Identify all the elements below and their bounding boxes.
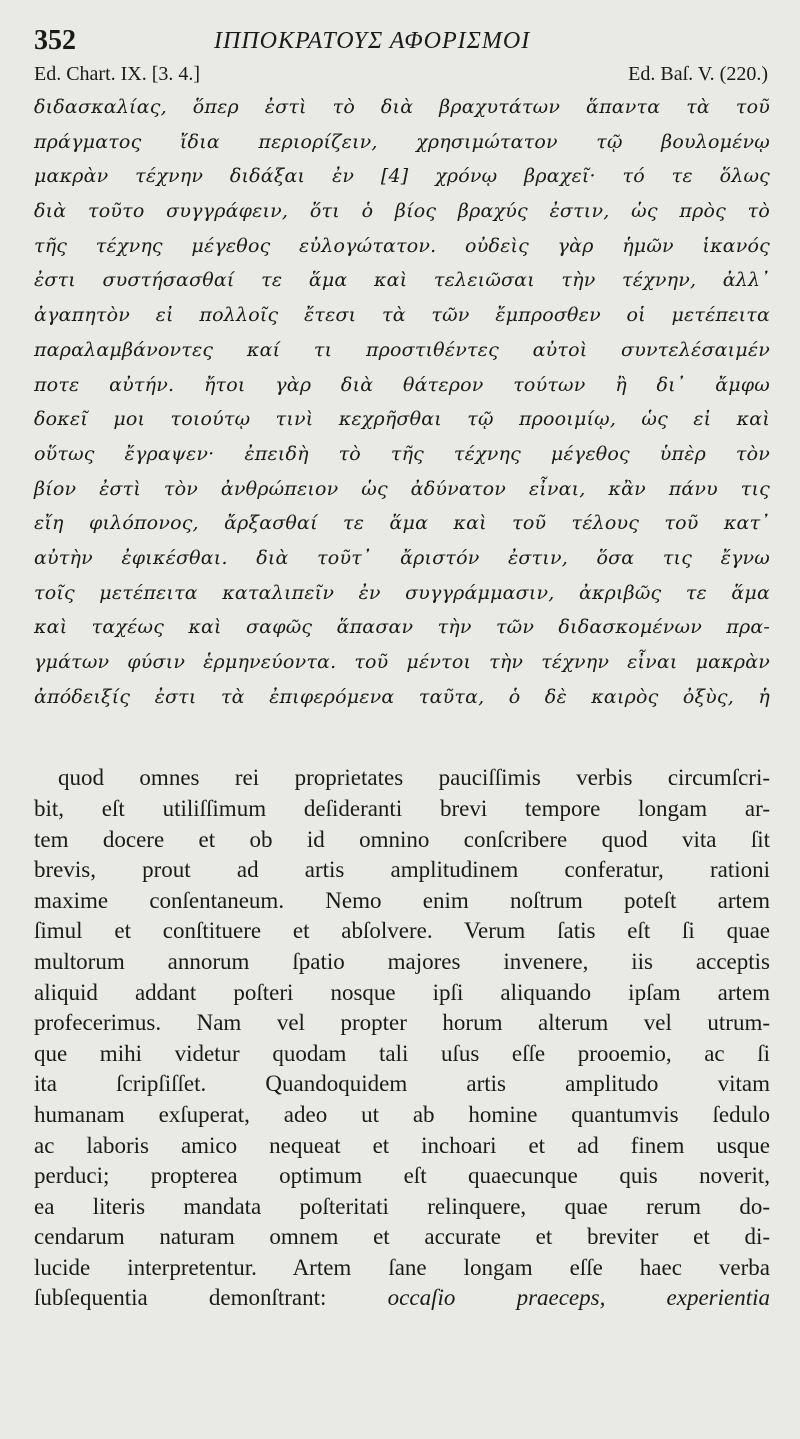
section-gap bbox=[34, 714, 770, 763]
greek-line: αὐτὴν ἐφικέσθαι. διὰ τοῦτ᾽ ἄριστόν ἐστιν, ὅσα τις ἔγνω bbox=[34, 546, 770, 569]
edition-chart-reference: Ed. Chart. IX. [3. 4.] bbox=[34, 63, 201, 85]
greek-line: τοῖς μετέπειτα καταλιπεῖν ἐν συγγράμμασιν, ἀκριβῶς τε ἅμα bbox=[34, 581, 770, 604]
latin-line: ac laboris amico nequeat et inchoari et ad finem usque bbox=[34, 1132, 770, 1158]
latin-line: bit, eſt utiliſſimum deſideranti brevi tempore longam ar- bbox=[34, 795, 770, 821]
latin-line: perduci; propterea optimum eſt quaecunque quis noverit, bbox=[34, 1163, 770, 1189]
latin-line: que mihi videtur quodam tali uſus eſſe prooemio, ac ſi bbox=[34, 1040, 770, 1066]
greek-line: διὰ τοῦτο συγγράφειν, ὅτι ὁ βίος βραχύς ἐστιν, ὡς πρὸς τὸ bbox=[34, 200, 770, 223]
greek-line: πράγματος ἴδια περιορίζειν, χρησιμώτατον τῷ βουλομένῳ bbox=[34, 130, 770, 153]
latin-line-text: ſubſequentia demonſtrant: bbox=[34, 1285, 327, 1311]
latin-line: tem docere et ob id omnino conſcribere quod vita ſit bbox=[34, 826, 770, 852]
page-number: 352 bbox=[34, 25, 76, 56]
running-head bbox=[34, 22, 770, 60]
latin-line: cendarum naturam omnem et accurate et breviter et di- bbox=[34, 1224, 770, 1250]
greek-line: βίον ἐστὶ τὸν ἀνθρώπειον ὡς ἀδύνατον εἶναι, κἂν πάνυ τις bbox=[34, 477, 770, 500]
running-title: ΙΠΠΟΚΡΑΤΟΥΣ ΑΦΟΡΙΣΜΟΙ bbox=[214, 28, 531, 54]
latin-line: profecerimus. Nam vel propter horum alterum vel utrum- bbox=[34, 1010, 770, 1036]
latin-italic-quote: occaſio praeceps, experientia bbox=[387, 1285, 771, 1311]
latin-line: ita ſcripſiſſet. Quandoquidem artis amplitudo vitam bbox=[34, 1071, 770, 1097]
latin-text-block bbox=[34, 763, 770, 1314]
greek-line: παραλαμβάνοντες καί τι προστιθέντες αὐτοὶ συντελέσαιμέν bbox=[34, 338, 770, 361]
greek-line: τῆς τέχνης μέγεθος εὐλογώτατον. οὐδεὶς γὰρ ἡμῶν ἱκανός bbox=[34, 234, 770, 257]
greek-line: γμάτων φύσιν ἑρμηνεύοντα. τοῦ μέντοι τὴν τέχνην εἶναι μακρὰν bbox=[34, 651, 770, 673]
greek-line: ποτε αὐτήν. ἤτοι γὰρ διὰ θάτερον τούτων ἢ δι᾽ ἄμφω bbox=[34, 373, 770, 396]
latin-line: lucide interpretentur. Artem ſane longam eſſe haec verba bbox=[34, 1254, 770, 1280]
latin-line: brevis, prout ad artis amplitudinem conferatur, rationi bbox=[34, 857, 770, 883]
latin-line: humanam exſuperat, adeo ut ab homine quantumvis ſedulo bbox=[34, 1101, 770, 1127]
edition-references bbox=[34, 60, 770, 88]
greek-text-block bbox=[34, 90, 770, 714]
greek-line: μακρὰν τέχνην διδάξαι ἐν [4] χρόνῳ βραχεῖ· τό τε ὅλως bbox=[34, 165, 770, 188]
greek-line: εἴη φιλόπονος, ἄρξασθαί τε ἅμα καὶ τοῦ τέλους τοῦ κατ᾽ bbox=[34, 512, 770, 535]
latin-line: ſimul et conſtituere et abſolvere. Verum ſatis eſt ſi quae bbox=[34, 918, 770, 944]
greek-line: ἐστι συστήσασθαί τε ἅμα καὶ τελειῶσαι τὴν τέχνην, ἀλλ᾽ bbox=[34, 269, 770, 292]
latin-line: multorum annorum ſpatio majores invenere, iis acceptis bbox=[34, 948, 770, 974]
edition-basel-reference: Ed. Baſ. V. (220.) bbox=[628, 63, 768, 85]
greek-line: καὶ ταχέως καὶ σαφῶς ἅπασαν τὴν τῶν διδασκομένων πρα- bbox=[34, 616, 770, 639]
greek-line: δοκεῖ μοι τοιούτῳ τινὶ κεχρῆσθαι τῷ προοιμίῳ, ὡς εἰ καὶ bbox=[34, 408, 770, 431]
greek-line: οὕτως ἔγραψεν· ἐπειδὴ τὸ τῆς τέχνης μέγεθος ὑπὲρ τὸν bbox=[34, 442, 770, 465]
latin-line: quod omnes rei proprietates pauciſſimis verbis circumſcri- bbox=[58, 765, 770, 791]
greek-line: διδασκαλίας, ὅπερ ἐστὶ τὸ διὰ βραχυτάτων ἅπαντα τὰ τοῦ bbox=[34, 96, 770, 118]
latin-line: maxime conſentaneum. Nemo enim noſtrum poteſt artem bbox=[34, 887, 770, 913]
latin-line-last bbox=[34, 1283, 770, 1314]
latin-line: aliquid addant poſteri nosque ipſi aliquando ipſam artem bbox=[34, 979, 770, 1005]
greek-line: ἀπόδειξίς ἐστι τὰ ἐπιφερόμενα ταῦτα, ὁ δὲ καιρὸς ὀξὺς, ἡ bbox=[34, 685, 770, 708]
latin-line: ea literis mandata poſteritati relinquere, quae rerum do- bbox=[34, 1193, 770, 1219]
greek-line: ἀγαπητὸν εἰ πολλοῖς ἔτεσι τὰ τῶν ἔμπροσθεν οἱ μετέπειτα bbox=[34, 304, 770, 327]
